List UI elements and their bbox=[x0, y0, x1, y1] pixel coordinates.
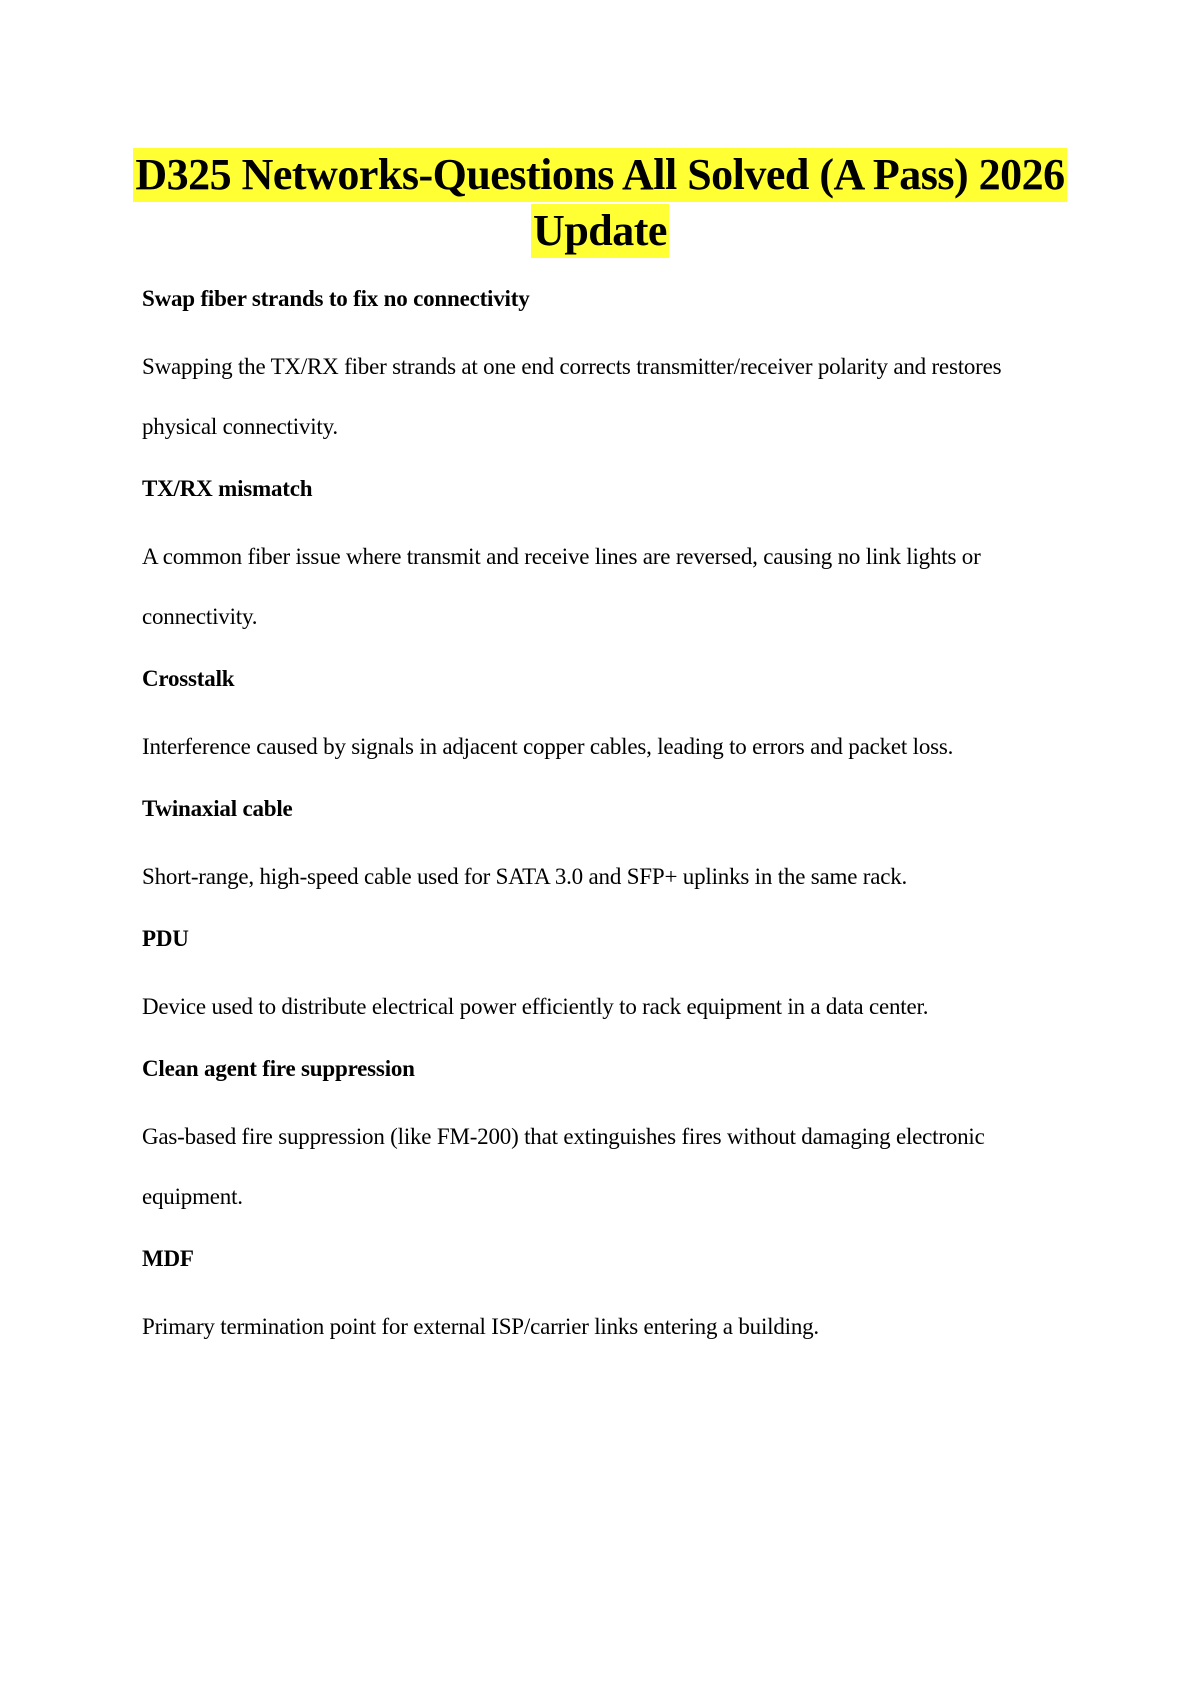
term-heading: MDF bbox=[142, 1246, 194, 1271]
glossary-entry bbox=[142, 664, 1062, 794]
title-line-1: D325 Networks-Questions All Solved (A Pass) 2026 bbox=[133, 148, 1066, 202]
term-heading: TX/RX mismatch bbox=[142, 476, 313, 501]
term-definition: Gas-based fire suppression (like FM-200) that extinguishes fires without damaging electronic equipment. bbox=[142, 1124, 985, 1209]
title-line-2: Update bbox=[531, 204, 669, 258]
term-definition: Swapping the TX/RX fiber strands at one end corrects transmitter/receiver polarity and restores physical connectivity. bbox=[142, 354, 1002, 439]
term-definition: Primary termination point for external ISP/carrier links entering a building. bbox=[142, 1314, 819, 1339]
term-definition: A common fiber issue where transmit and receive lines are reversed, causing no link lights or connectivity. bbox=[142, 544, 981, 629]
glossary-list bbox=[142, 284, 1062, 1374]
glossary-entry bbox=[142, 474, 1062, 664]
term-heading: Crosstalk bbox=[142, 666, 235, 691]
glossary-entry bbox=[142, 794, 1062, 924]
term-heading: Twinaxial cable bbox=[142, 796, 293, 821]
glossary-entry bbox=[142, 1244, 1062, 1374]
glossary-entry bbox=[142, 284, 1062, 474]
term-heading: PDU bbox=[142, 926, 189, 951]
term-definition: Device used to distribute electrical power efficiently to rack equipment in a data center. bbox=[142, 994, 929, 1019]
term-heading: Clean agent fire suppression bbox=[142, 1056, 415, 1081]
glossary-entry bbox=[142, 924, 1062, 1054]
document-title bbox=[100, 148, 1100, 260]
term-heading: Swap fiber strands to fix no connectivity bbox=[142, 286, 530, 311]
glossary-entry bbox=[142, 1054, 1062, 1244]
term-definition: Short-range, high-speed cable used for SATA 3.0 and SFP+ uplinks in the same rack. bbox=[142, 864, 908, 889]
term-definition: Interference caused by signals in adjacent copper cables, leading to errors and packet loss. bbox=[142, 734, 954, 759]
